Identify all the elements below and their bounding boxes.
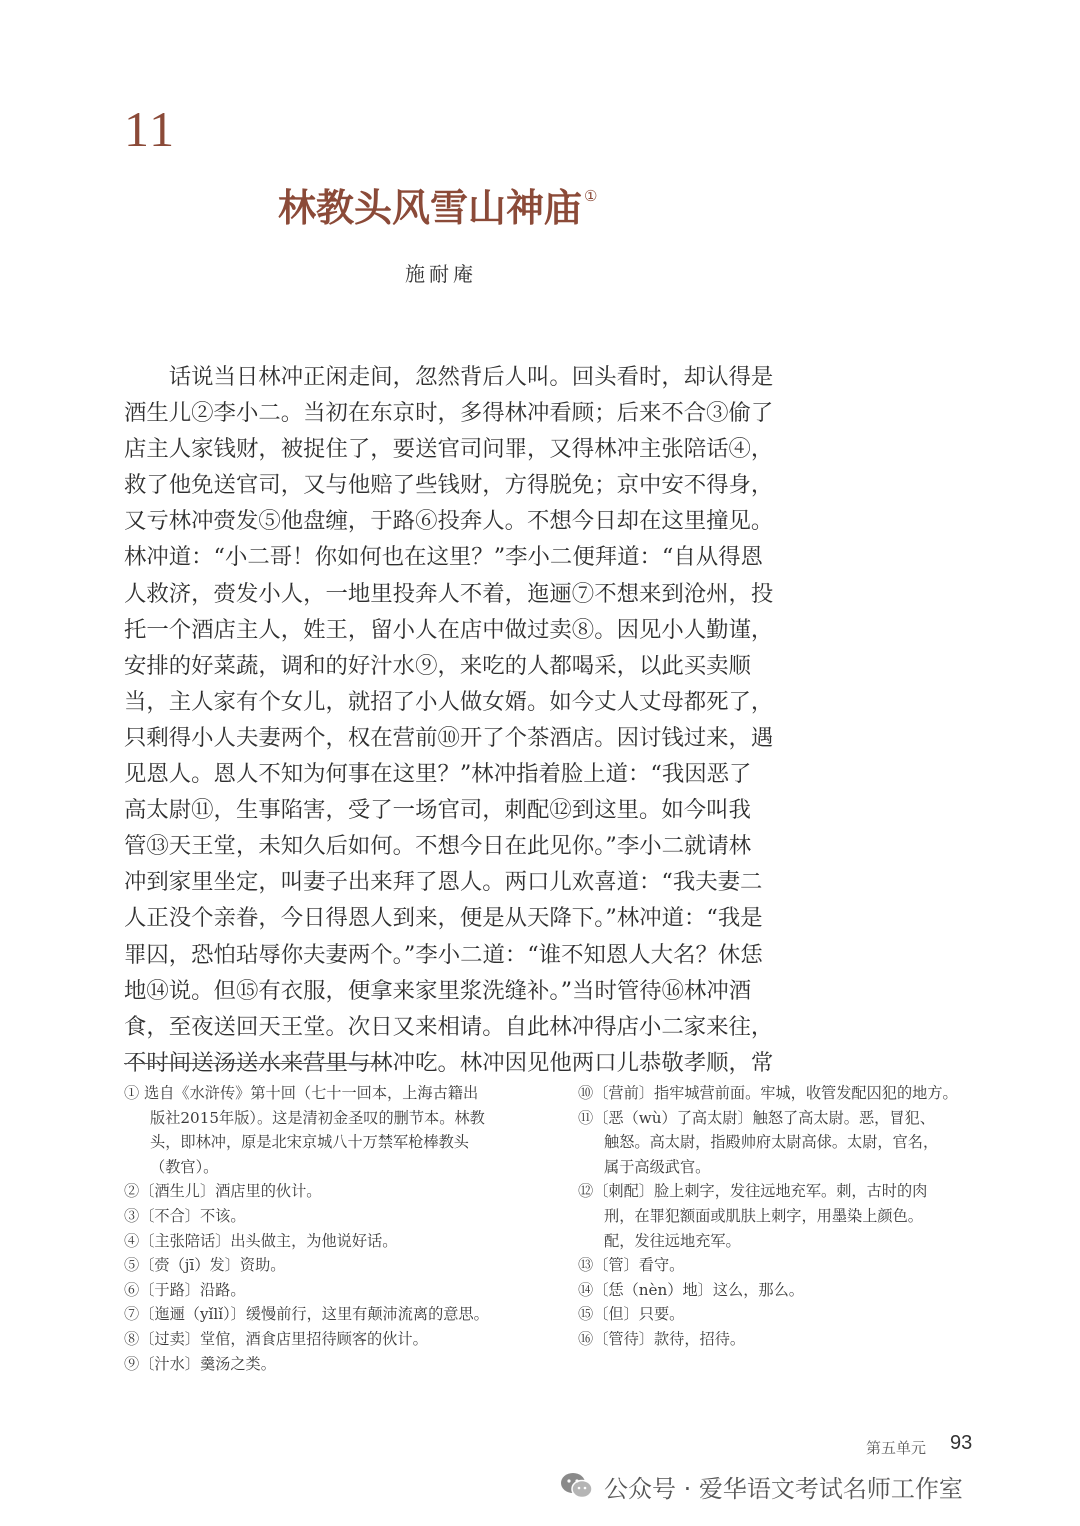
body-line: 地⑭说。但⑮有衣服，便拿来家里浆洗缝补。”当时管待⑯林冲酒 (124, 977, 752, 1004)
page-title (278, 187, 597, 229)
footer-unit-label: 第五单元 (866, 1439, 927, 1457)
footnote-line: 触怒。高太尉，指殿帅府太尉高俅。太尉，官名， (604, 1133, 939, 1152)
body-line: 酒生儿②李小二。当初在东京时，多得林冲看顾；后来不合③偷了 (124, 400, 774, 427)
body-line: 托一个酒店主人，姓王，留小人在店中做过卖⑧。因见小人勤谨， (124, 616, 774, 643)
title-text: 林教头风雪山神庙 (278, 185, 583, 230)
body-line: 话说当日林冲正闲走间，忽然背后人叫。回头看时，却认得是 (124, 364, 774, 390)
lesson-number: 11 (124, 101, 177, 157)
footnote-line: ⑬〔管〕看守。 (578, 1256, 685, 1275)
body-line: 不时间送汤送水来营里与林冲吃。林冲因见他两口儿恭敬孝顺，常 (124, 1049, 774, 1076)
title-footnote-mark: ① (584, 187, 598, 205)
footnote-line: ⑦〔迤逦（yǐlǐ）〕缓慢前行，这里有颠沛流离的意思。 (124, 1305, 489, 1324)
watermark-text: 公众号 · 爱华语文考试名师工作室 (604, 1474, 963, 1503)
footnote-line: ⑪〔恶（wù）了高太尉〕触怒了高太尉。恶，冒犯、 (578, 1108, 935, 1127)
body-line: 救了他免送官司，又与他赔了些钱财，方得脱免；京中安不得身， (124, 472, 774, 499)
body-line: 人正没个亲眷，今日得恩人到来，便是从天降下。”林冲道：“我是 (124, 905, 763, 932)
wechat-icon (560, 1471, 594, 1501)
author-name: 施耐庵 (405, 262, 477, 286)
footnotes-right (578, 1081, 978, 1352)
footnote-line: ⑥〔于路〕沿路。 (124, 1280, 246, 1299)
footnote-line: ⑨〔汁水〕羹汤之类。 (124, 1354, 276, 1373)
body-line: 冲到家里坐定，叫妻子出来拜了恩人。两口儿欢喜道：“我夫妻二 (124, 869, 763, 896)
body-line: 当，主人家有个女儿，就招了小人做女婿。如今丈人丈母都死了， (124, 688, 774, 715)
footnote-line: 刑，在罪犯额面或肌肤上刺字，用墨染上颜色。 (604, 1206, 923, 1225)
footnote-line: ③〔不合〕不该。 (124, 1206, 246, 1225)
body-line: 食，至夜送回天王堂。次日又来相请。自此林冲得店小二家来往， (124, 1013, 774, 1040)
footnote-line: ⑮〔但〕只要。 (578, 1305, 685, 1324)
body-line: 高太尉⑪，生事陷害，受了一场官司，刺配⑫到这里。如今叫我 (124, 797, 751, 824)
footnote-line: ②〔酒生儿〕酒店里的伙计。 (124, 1182, 322, 1201)
body-line: 安排的好菜蔬，调和的好汁水⑨，来吃的人都喝采，以此买卖顺 (124, 652, 751, 679)
footnote-line: ① 选自《水浒传》第十回（七十一回本，上海古籍出 (124, 1084, 479, 1102)
footnote-line: ⑧〔过卖〕堂倌，酒食店里招待顾客的伙计。 (124, 1329, 428, 1348)
watermark-bar (560, 1466, 963, 1506)
body-line: 店主人家钱财，被捉住了，要送官司问罪，又得林冲主张陪话④， (124, 436, 774, 463)
footnote-line: ⑤〔赍（jī）发〕资助。 (124, 1256, 286, 1275)
footnote-line: 版社2015年版）。这是清初金圣叹的删节本。林教 (150, 1108, 485, 1127)
footnote-line: 头，即林冲，原是北宋京城八十万禁军枪棒教头 (150, 1133, 469, 1152)
body-line: 罪囚，恐怕玷辱你夫妻两个。”李小二道：“谁不知恩人大名？休恁 (124, 941, 763, 968)
body-line: 管⑬天王堂，未知久后如何。不想今日在此见你。”李小二就请林 (124, 833, 752, 860)
body-line: 林冲道：“小二哥！你如何也在这里？”李小二便拜道：“自从得恩 (124, 544, 763, 571)
body-line: 只剩得小人夫妻两个，权在营前⑩开了个茶酒店。因讨钱过来，遇 (124, 724, 774, 751)
body-line: 又亏林冲赍发⑤他盘缠，于路⑥投奔人。不想今日却在这里撞见。 (124, 508, 774, 535)
footnote-line: ④〔主张陪话〕出头做主，为他说好话。 (124, 1231, 398, 1250)
footnote-line: ⑩〔营前〕指牢城营前面。牢城，收管发配囚犯的地方。 (578, 1084, 958, 1102)
footnote-line: ⑭〔恁（nèn）地〕这么，那么。 (578, 1280, 804, 1299)
footnote-line: 属于高级武官。 (604, 1157, 711, 1176)
page-number: 93 (950, 1432, 973, 1454)
body-line: 人救济，赍发小人，一地里投奔人不着，迤逦⑦不想来到沧州，投 (124, 580, 774, 607)
footnotes-left (124, 1081, 544, 1376)
footnote-line: ⑯〔管待〕款待，招待。 (578, 1329, 746, 1348)
footnote-line: ⑫〔刺配〕脸上刺字，发往远地充军。刺，古时的肉 (578, 1182, 928, 1201)
footnote-divider (124, 1063, 384, 1064)
footnote-line: 配，发往远地充军。 (604, 1231, 741, 1250)
body-text (124, 359, 774, 1081)
body-line: 见恩人。恩人不知为何事在这里？”林冲指着脸上道：“我因恶了 (124, 761, 752, 788)
footnote-line: （教官）。 (150, 1157, 219, 1176)
